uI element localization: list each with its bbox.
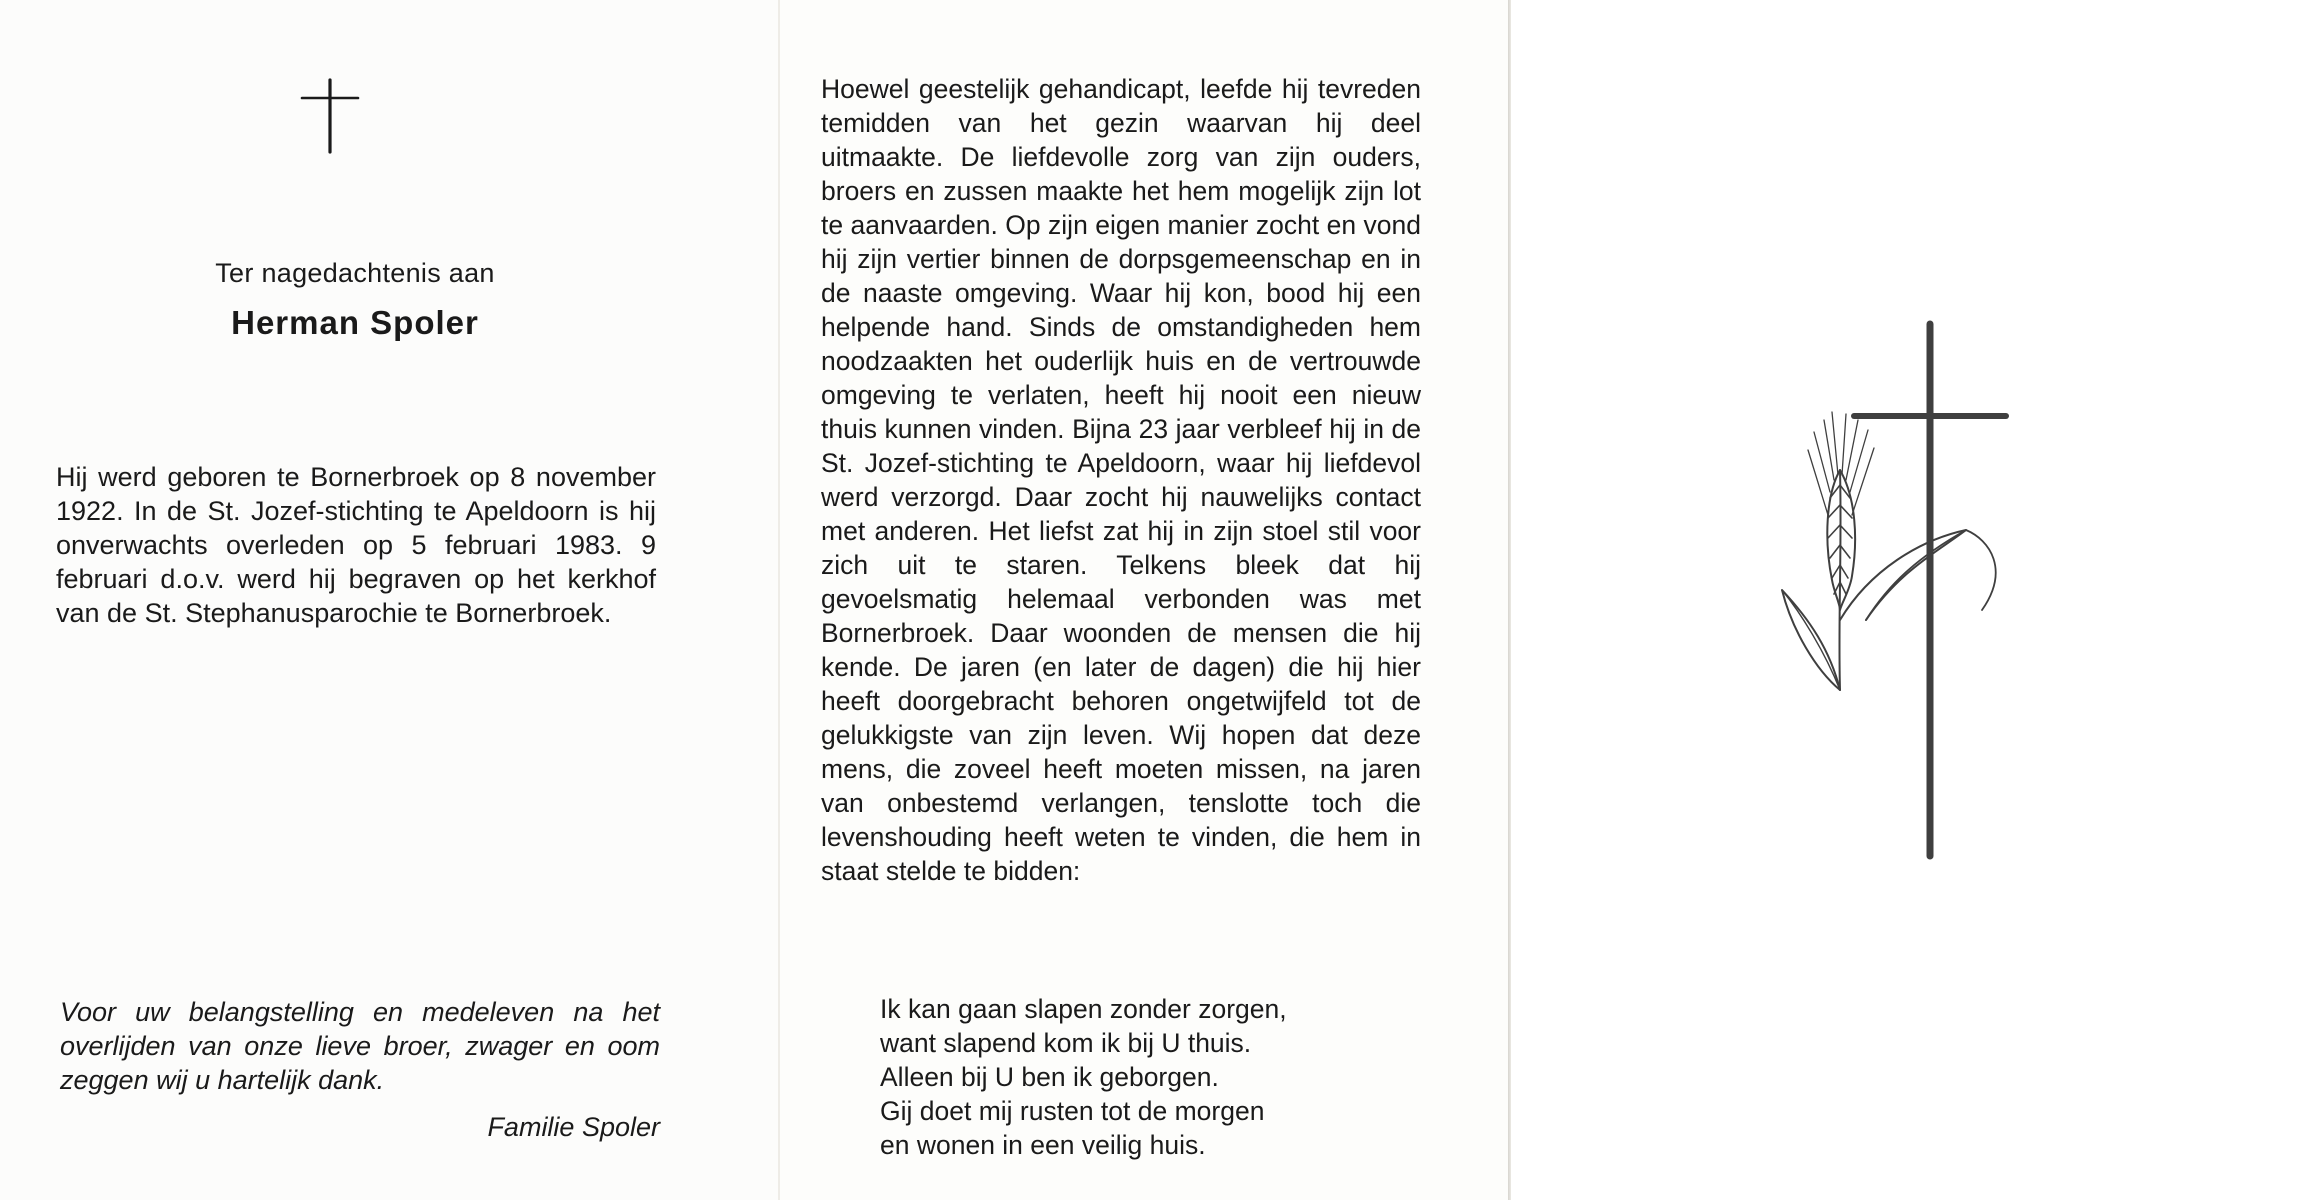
memorial-heading: Ter nagedachtenis aan <box>215 258 495 288</box>
cross-with-wheat-icon <box>1770 320 2020 860</box>
fold-line-right <box>1508 0 1511 1200</box>
biography-text: Hij werd geboren te Bornerbroek op 8 november 1922. In de St. Jozef-stichting te Apeldoorn is hij onverwachts overleden op 5 februari 1983. 9 februari d.o.v. werd hij begraven op het kerkhof van de St. Stephanusparochie te Bornerbroek. <box>56 462 656 628</box>
life-story-text: Hoewel geestelijk gehandicapt, leefde hij tevreden temidden van het gezin waarvan hij deel uitmaakte. De liefdevolle zorg van zijn ouders, broers en zussen maakte het hem mogelijk zijn lot te aanvaarden. Op zijn eigen manier zocht en vond hij zijn vertier binnen de dorpsgemeenschap en in de naaste omgeving. Waar hij kon, bood hij een helpende hand. Sinds de omstandigheden hem noodzaakten het ouderlijk huis en de vertrouwde omgeving te verlaten, heeft hij nooit een nieuw thuis kunnen vinden. Bijna 23 jaar verbleef hij in de St. Jozef-stichting te Apeldoorn, waar hij liefdevol werd verzorgd. Daar zocht hij nauwelijks contact met anderen. Het liefst zat hij in zijn stoel stil voor zich uit te staren. Telkens bleek dat hij gevoelsmatig helemaal verbonden was met Bornerbroek. Daar woonden de mensen die hij kende. De jaren (en later de dagen) die hij hier heeft doorgebracht behoren ongetwijfeld tot de gelukkigste van zijn leven. Wij hopen dat deze mens, die zoveel heeft moeten missen, na jaren van onbestemd verlangen, tenslotte toch die levenshouding heeft weten te vinden, die hem in staat stelde te bidden: <box>821 74 1421 886</box>
poem-line: want slapend kom ik bij U thuis. <box>880 1028 1252 1058</box>
poem-line: Alleen bij U ben ik geborgen. <box>880 1062 1219 1092</box>
deceased-name: Herman Spoler <box>231 304 479 341</box>
thanks-message: Voor uw belangstelling en medeleven na het overlijden van onze lieve broer, zwager en oom zeggen wij u hartelijk dank. <box>60 997 660 1095</box>
poem-line: Gij doet mij rusten tot de morgen <box>880 1096 1265 1126</box>
poem-line: en wonen in een veilig huis. <box>880 1130 1206 1160</box>
poem <box>880 992 1400 1162</box>
family-signature: Familie Spoler <box>487 1112 660 1142</box>
latin-cross-icon <box>290 76 370 156</box>
fold-line-left <box>778 0 780 1200</box>
poem-line: Ik kan gaan slapen zonder zorgen, <box>880 994 1287 1024</box>
